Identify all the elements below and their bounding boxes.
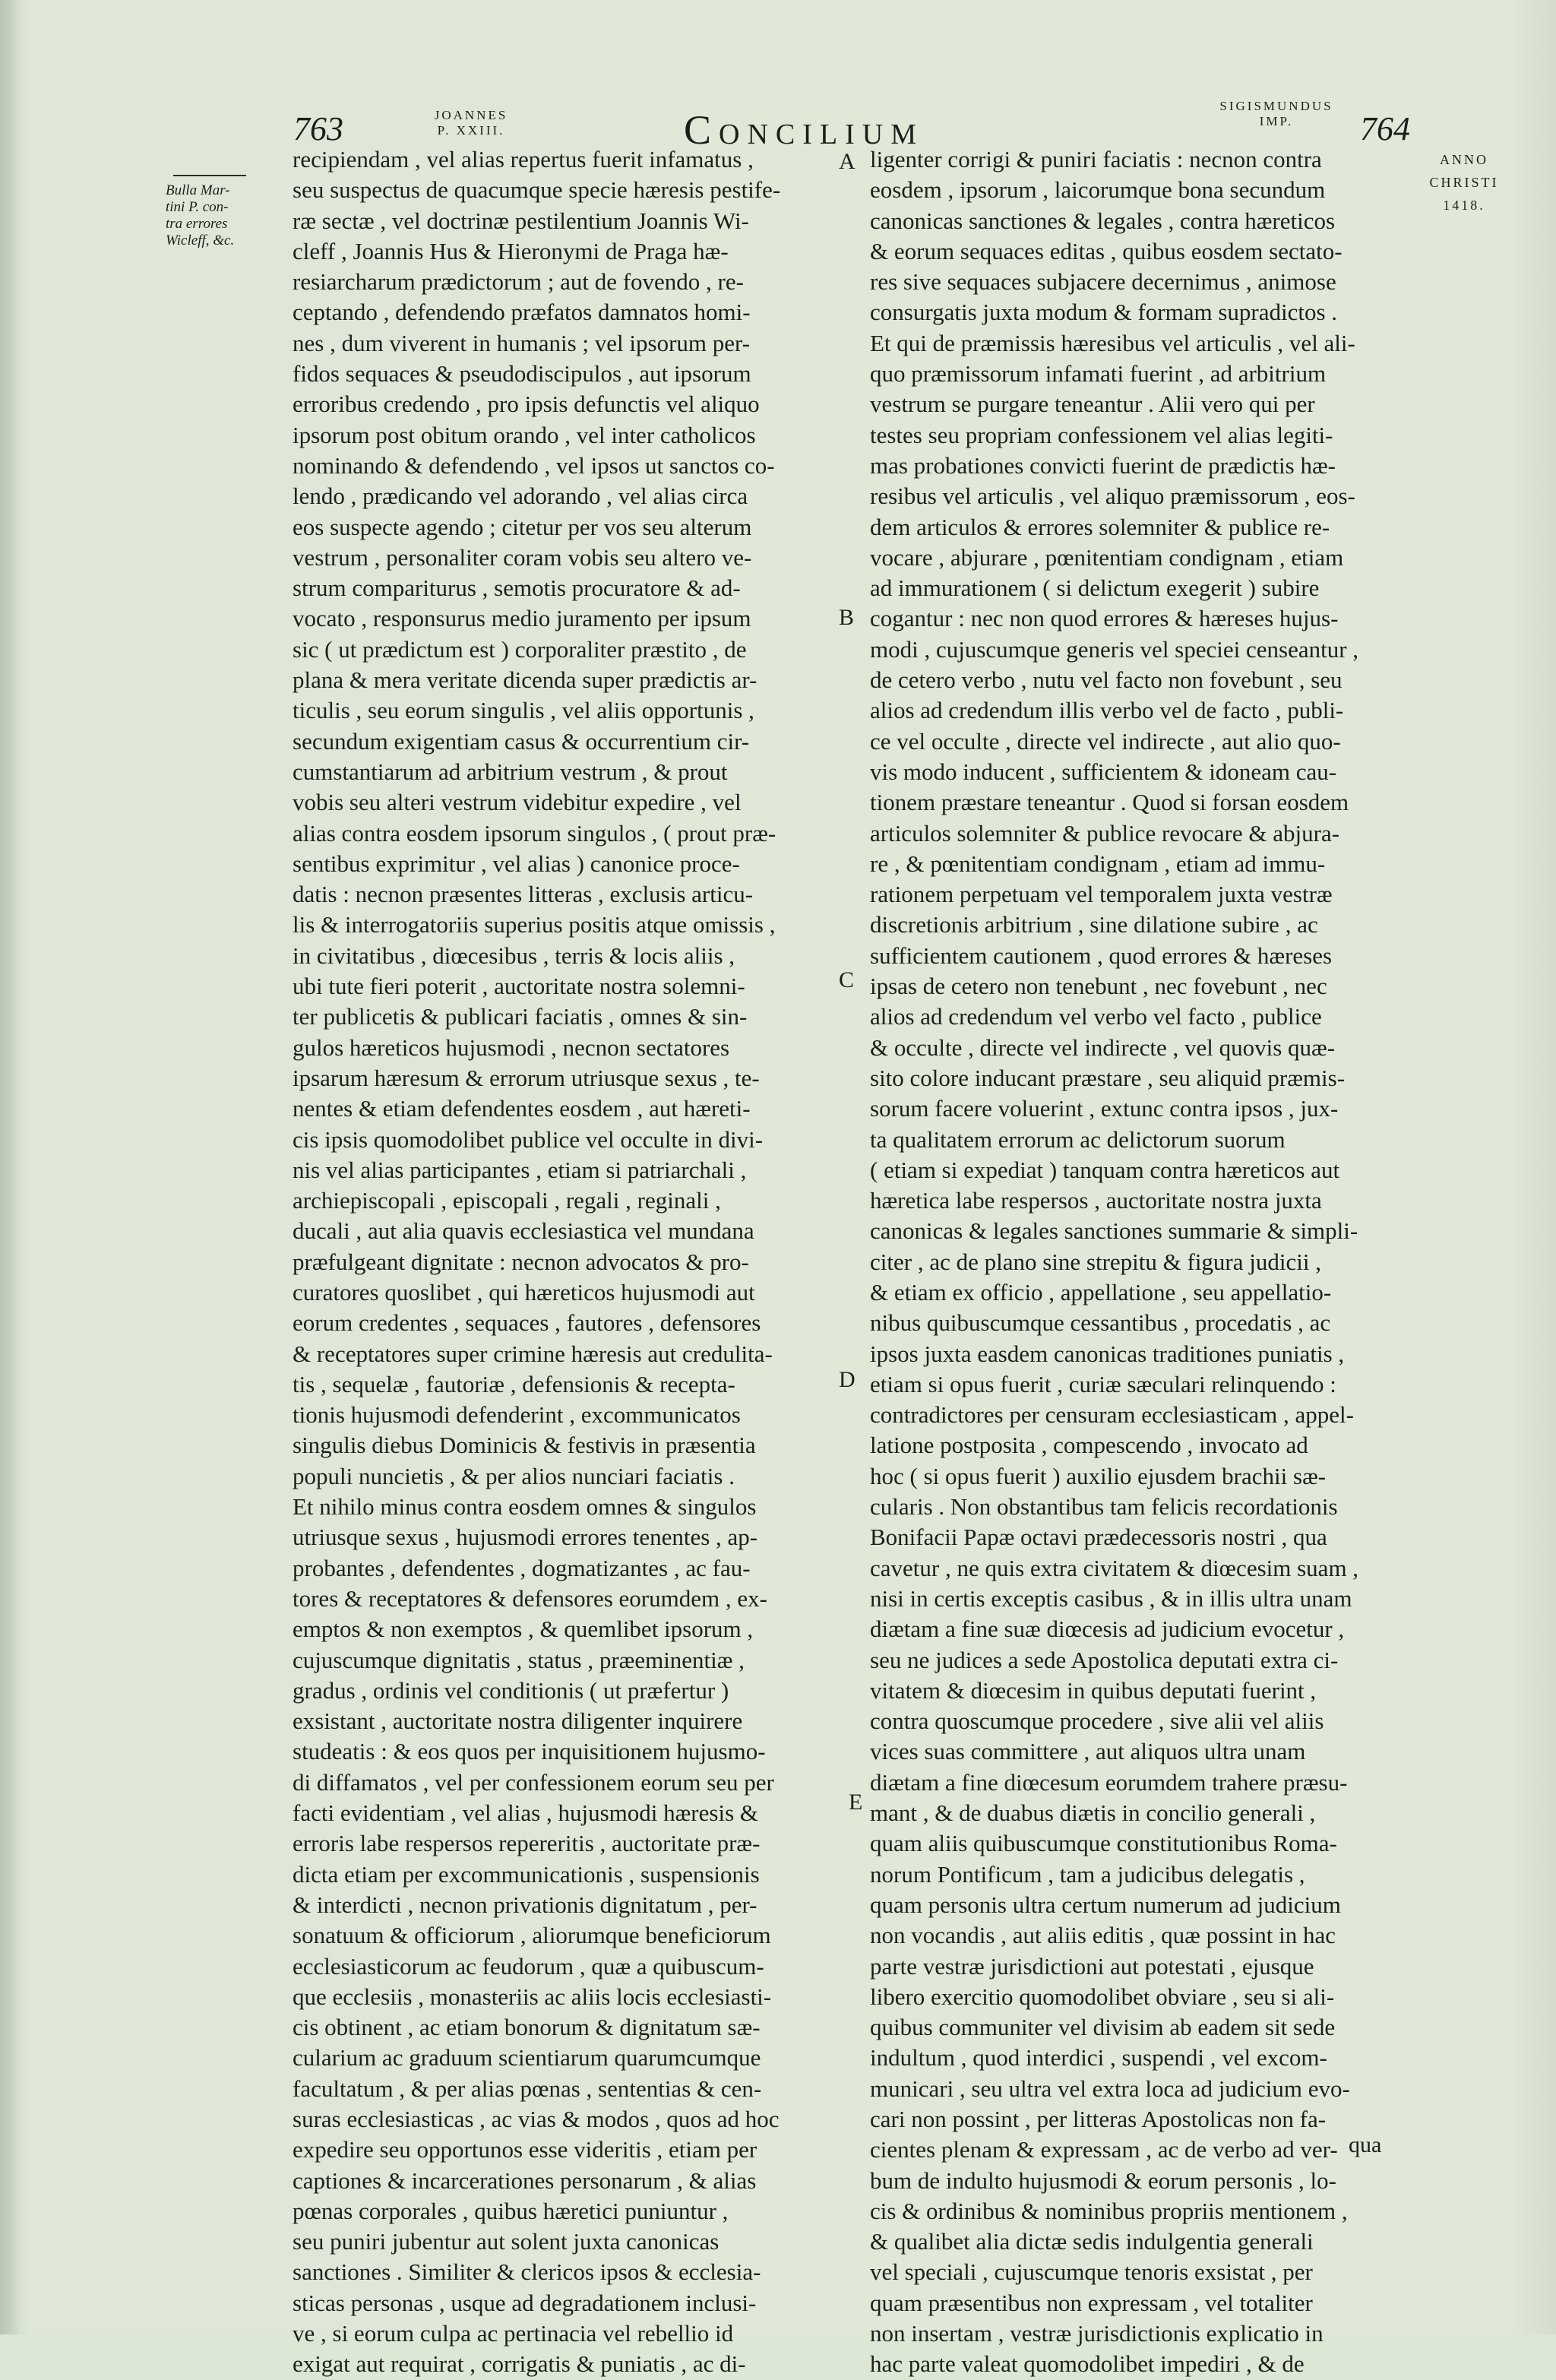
text-line: gulos hæreticos hujusmodi , necnon sectatores (293, 1033, 730, 1061)
section-letter-c: C (839, 967, 855, 992)
text-line: sonatuum & officiorum , aliorumque beneficiorum (293, 1922, 771, 1949)
text-line: cis & ordinibus & nominibus propriis mentionem , (870, 2197, 1348, 2224)
text-line: vestrum se purgare teneantur . Alii vero qui per (870, 391, 1315, 418)
text-line: & occulte , directe vel indirecte , vel quovis quæ- (870, 1033, 1336, 1061)
text-line: exigat aut requirat , corrigatis & puniatis , ac di- (293, 2350, 746, 2378)
text-line: nis vel alias participantes , etiam si patriarchali , (293, 1156, 747, 1183)
text-line: cularium ac graduum scientiarum quarumcumque (293, 2044, 761, 2071)
text-line: gradus , ordinis vel conditionis ( ut præfertur ) (293, 1676, 729, 1704)
text-line: vestrum , personaliter coram vobis seu altero ve- (293, 543, 752, 571)
margin-note-right-line: ANNO (1440, 152, 1488, 167)
text-line: sufficientem cautionem , quod errores & hæreses (870, 942, 1333, 969)
text-line: que ecclesiis , monasteriis ac aliis locis ecclesiasti- (293, 1983, 772, 2010)
text-line: pœnas corporales , quibus hæretici puniuntur , (293, 2197, 729, 2224)
text-line: lendo , prædicando vel adorando , vel alias circa (293, 483, 748, 510)
text-line: diætam a fine suæ diœcesis ad judicium evocetur , (870, 1616, 1345, 1643)
text-line: vices suas committere , aut aliquos ultra unam (870, 1738, 1306, 1765)
text-line: nentes & etiam defendentes eosdem , aut hæreti- (293, 1095, 751, 1122)
text-line: alios ad credendum vel verbo vel facto , publice (870, 1003, 1322, 1030)
text-line: erroribus credendo , pro ipsis defunctis vel aliquo (293, 391, 760, 418)
text-line: res sive sequaces subjacere decernimus , animose (870, 268, 1336, 296)
text-line: contra quoscumque procedere , sive alii vel aliis (870, 1707, 1324, 1735)
text-line: cari non possint , per litteras Apostolicas non fa- (870, 2106, 1327, 2132)
text-line: discretionis arbitrium , sine dilatione subire , ac (870, 911, 1318, 938)
text-line: citer , ac de plano sine strepitu & figura judicii , (870, 1248, 1321, 1275)
text-line: cientes plenam & expressam , ac de verbo ad ver- (870, 2136, 1338, 2163)
text-line: & receptatores super crimine hæresis aut credulita- (293, 1340, 773, 1367)
text-line: & etiam ex officio , appellatione , seu appellatio- (870, 1278, 1332, 1306)
text-line: nisi in certis exceptis casibus , & in illis ultra unam (870, 1584, 1352, 1612)
text-line: norum Pontificum , tam a judicibus delegatis , (870, 1860, 1305, 1888)
text-line: re , & pœnitentiam condignam , etiam ad immu- (870, 850, 1326, 877)
text-line: dicta etiam per excommunicationis , suspensionis (293, 1860, 760, 1888)
text-line: de cetero verbo , nutu vel facto non fovebunt , seu (870, 666, 1343, 694)
text-line: seu suspectus de quacumque specie hæresis pestife- (293, 176, 781, 204)
right-text-column (870, 144, 1413, 2380)
text-line: strum compariturus , semotis procuratore & ad- (293, 574, 741, 602)
text-line: utriusque sexus , hujusmodi errores tenentes , ap- (293, 1524, 758, 1551)
text-line: latione postposita , compescendo , invocato ad (870, 1432, 1308, 1459)
text-line: dem articulos & errores solemniter & publice re- (870, 513, 1330, 540)
text-line: hac parte valeat quomodolibet impediri , & de (870, 2350, 1305, 2378)
text-line: quam personis ultra certum numerum ad judicium (870, 1891, 1341, 1918)
text-line: testes seu propriam confessionem vel alias legiti- (870, 421, 1333, 448)
text-line: eorum credentes , sequaces , fautores , defensores (293, 1309, 761, 1337)
text-line: vobis seu alteri vestrum videbitur expedire , vel (293, 789, 742, 816)
text-line: archiepiscopali , episcopali , regali , reginali , (293, 1187, 721, 1214)
text-line: bum de indulto hujusmodi & eorum personis , lo- (870, 2166, 1336, 2194)
margin-rule (173, 175, 246, 176)
text-line: sito colore inducant præstare , seu aliquid præmis- (870, 1064, 1346, 1091)
running-head-right (1189, 99, 1364, 129)
text-line: cleff , Joannis Hus & Hieronymi de Praga hæ- (293, 237, 729, 264)
margin-note-left-line: tini P. con- (166, 199, 229, 215)
text-line: canonicas sanctiones & legales , contra hæreticos (870, 207, 1336, 234)
text-line: cis ipsis quomodolibet publice vel occulte in divi- (293, 1125, 764, 1153)
text-line: quam præsentibus non expressam , vel totaliter (870, 2289, 1313, 2316)
text-line: resibus vel articulis , vel aliquo præmissorum , eos- (870, 483, 1355, 510)
text-line: vocato , responsurus medio juramento per ipsum (293, 605, 751, 632)
text-line: ter publicetis & publicari faciatis , omnes & sin- (293, 1003, 748, 1030)
text-line: facultatum , & per alias pœnas , sententias & cen- (293, 2075, 762, 2102)
text-line: datis : necnon præsentes litteras , exclusis articu- (293, 881, 754, 908)
text-line: sorum facere voluerint , extunc contra ipsos , jux- (870, 1095, 1339, 1122)
text-line: tores & receptatores & defensores eorumdem , ex- (293, 1584, 767, 1612)
text-line: etiam si opus fuerit , curiæ sæculari relinquendo : (870, 1370, 1336, 1397)
text-line: mas probationes convicti fuerint de prædictis hæ- (870, 451, 1336, 479)
text-line: parte vestræ jurisdictioni aut potestati , ejusque (870, 1952, 1314, 1980)
text-line: captiones & incarcerationes personarum , & alias (293, 2166, 757, 2194)
text-line: Et qui de præmissis hæresibus vel articulis , vel ali- (870, 329, 1355, 356)
text-line: contradictores per censuram ecclesiasticam , appel- (870, 1401, 1354, 1429)
text-line: quibus communiter vel divisim ab eadem sit sede (870, 2014, 1336, 2041)
text-line: non insertam , vestræ jurisdictionis explicatio in (870, 2320, 1324, 2347)
text-line: sticas personas , usque ad degradationem inclusi- (293, 2289, 757, 2316)
text-line: plana & mera veritate dicenda super prædictis ar- (293, 666, 757, 694)
text-line: ve , si eorum culpa ac pertinacia vel rebellio id (293, 2320, 734, 2347)
text-line: recipiendam , vel alias repertus fuerit infamatus , (293, 146, 754, 172)
text-line: fidos sequaces & pseudodiscipulos , aut ipsorum (293, 360, 751, 388)
catchword: qua (1349, 2132, 1382, 2157)
text-line: articulos solemniter & publice revocare & abjura- (870, 819, 1340, 847)
text-line: non vocandis , aut aliis editis , quæ possint in hac (870, 1922, 1336, 1949)
text-line: mant , & de duabus diætis in concilio generali , (870, 1799, 1316, 1827)
text-line: rationem perpetuam vel temporalem juxta vestræ (870, 881, 1333, 908)
text-line: libero exercitio quomodolibet obviare , seu si ali- (870, 1983, 1335, 2010)
text-line: quam aliis quibuscumque constitutionibus Roma- (870, 1830, 1337, 1857)
text-line: studeatis : & eos quos per inquisitionem hujusmo- (293, 1738, 766, 1765)
text-line: tis , sequelæ , fautoriæ , defensionis & recepta- (293, 1370, 735, 1397)
text-line: eos suspecte agendo ; citetur per vos seu alterum (293, 513, 752, 540)
text-line: nes , dum viverent in humanis ; vel ipsorum per- (293, 329, 751, 356)
running-head-right-line2: IMP. (1259, 114, 1294, 128)
margin-note-left (166, 182, 264, 249)
text-line: hoc ( si opus fuerit ) auxilio ejusdem brachii sæ- (870, 1462, 1327, 1489)
text-line: vis modo inducent , sufficientem & idoneam cau- (870, 758, 1337, 785)
text-line: singulis diebus Dominicis & festivis in præsentia (293, 1432, 756, 1459)
text-line: expedire seu opportunos esse videritis , etiam per (293, 2136, 757, 2163)
text-line: seu puniri jubentur aut solent juxta canonicas (293, 2228, 719, 2255)
text-line: præfulgeant dignitate : necnon advocatos & pro- (293, 1248, 749, 1275)
text-line: populi nuncietis , & per alios nunciari faciatis . (293, 1462, 735, 1489)
page-number-right: 764 (1360, 110, 1410, 147)
gutter-shadow (0, 0, 21, 2334)
text-line: municari , seu ultra vel extra loca ad judicium evo- (870, 2075, 1350, 2102)
text-line: indultum , quod interdici , suspendi , vel excom- (870, 2044, 1327, 2071)
section-letter-d: D (839, 1367, 855, 1392)
page-title: Concilium (684, 107, 924, 153)
margin-note-right (1422, 148, 1506, 217)
text-line: suras ecclesiasticas , ac vias & modos , quos ad hoc (293, 2106, 780, 2132)
text-line: alios ad credendum illis verbo vel de facto , publi- (870, 697, 1344, 724)
text-line: ta qualitatem errorum ac delictorum suorum (870, 1125, 1286, 1153)
text-line: vel speciali , cujuscumque tenoris exsistat , per (870, 2258, 1313, 2286)
running-head-left-line1: JOANNES (434, 108, 508, 122)
text-line: ipsas de cetero non tenebunt , nec fovebunt , nec (870, 973, 1327, 1000)
text-line: & eorum sequaces editas , quibus eosdem sectato- (870, 237, 1343, 264)
text-line: resiarcharum prædictorum ; aut de fovendo , re- (293, 268, 744, 296)
text-line: di diffamatos , vel per confessionem eorum seu per (293, 1768, 774, 1796)
text-line: ( etiam si expediat ) tanquam contra hæreticos aut (870, 1156, 1340, 1183)
text-line: quo præmissorum infamati fuerint , ad arbitrium (870, 360, 1327, 388)
text-line: cumstantiarum ad arbitrium vestrum , & prout (293, 758, 728, 785)
text-line: cujuscumque dignitatis , status , præeminentiæ , (293, 1646, 745, 1673)
running-head-right-line1: SIGISMUNDUS (1219, 99, 1333, 113)
text-line: cularis . Non obstantibus tam felicis recordationis (870, 1493, 1338, 1521)
text-line: seu ne judices a sede Apostolica deputati extra ci- (870, 1646, 1339, 1673)
text-line: sic ( ut prædictum est ) corporaliter præstito , de (293, 635, 747, 663)
text-line: cis obtinent , ac etiam bonorum & dignitatum sæ- (293, 2014, 761, 2041)
text-line: consurgatis juxta modum & formam supradictos . (870, 299, 1338, 326)
text-line: ipsos juxta easdem canonicas traditiones puniatis , (870, 1340, 1345, 1367)
text-line: & qualibet alia dictæ sedis indulgentia generali (870, 2228, 1314, 2255)
text-line: vitatem & diœcesim in quibus deputati fuerint , (870, 1676, 1317, 1704)
text-line: ubi tute fieri poterit , auctoritate nostra solemni- (293, 973, 745, 1000)
text-line: ecclesiasticorum ac feudorum , quæ a quibuscum- (293, 1952, 764, 1980)
text-line: Et nihilo minus contra eosdem omnes & singulos (293, 1493, 757, 1521)
text-line: diætam a fine diœcesum eorumdem trahere præsu- (870, 1768, 1348, 1796)
text-line: curatores quoslibet , qui hæreticos hujusmodi aut (293, 1278, 755, 1306)
text-line: facti evidentiam , vel alias , hujusmodi hæresis & (293, 1799, 758, 1827)
text-line: eosdem , ipsorum , laicorumque bona secundum (870, 176, 1326, 204)
text-line: ipsorum post obitum orando , vel inter catholicos (293, 421, 756, 448)
running-head-left-line2: P. XXIII. (437, 123, 505, 138)
text-line: exsistant , auctoritate nostra diligenter inquirere (293, 1707, 743, 1735)
text-line: erroris labe respersos repereritis , auctoritate præ- (293, 1830, 761, 1857)
text-line: modi , cujuscumque generis vel speciei censeantur , (870, 635, 1359, 663)
section-letter-a: A (839, 149, 855, 174)
text-line: in civitatibus , diœcesibus , terris & locis aliis , (293, 942, 735, 969)
running-head-left (384, 108, 558, 138)
text-line: cavetur , ne quis extra civitatem & diœcesim suam , (870, 1554, 1359, 1581)
text-line: lis & interrogatoriis superius positis atque omissis , (293, 911, 776, 938)
text-line: ceptando , defendendo præfatos damnatos homi- (293, 299, 751, 326)
text-line: sanctiones . Similiter & clericos ipsos & ecclesia- (293, 2258, 761, 2286)
text-line: sentibus exprimitur , vel alias ) canonice proce- (293, 850, 740, 877)
text-line: secundum exigentiam casus & occurrentium cir- (293, 727, 750, 755)
left-text-column (293, 144, 830, 2380)
margin-note-left-line: tra errores (166, 216, 228, 232)
text-line: alias contra eosdem ipsorum singulos , ( prout præ- (293, 819, 776, 847)
text-line: canonicas & legales sanctiones summarie & simpli- (870, 1217, 1358, 1245)
text-line: tionem præstare teneantur . Quod si forsan eosdem (870, 789, 1349, 816)
text-line: nominando & defendendo , vel ipsos ut sanctos co- (293, 451, 775, 479)
text-line: emptos & non exemptos , & quemlibet ipsorum , (293, 1616, 754, 1643)
text-line: & interdicti , necnon privationis dignitatum , per- (293, 1891, 757, 1918)
text-line: nibus quibuscumque cessantibus , procedatis , ac (870, 1309, 1331, 1337)
text-line: cogantur : nec non quod errores & hæreses hujus- (870, 605, 1339, 632)
margin-note-left-line: Bulla Mar- (166, 182, 230, 198)
section-letter-b: B (839, 605, 855, 630)
margin-note-right-line: 1418. (1443, 198, 1485, 213)
margin-note-right-line: CHRISTI (1429, 175, 1499, 190)
text-line: tionis hujusmodi defenderint , excommunicatos (293, 1401, 741, 1429)
text-line: Bonifacii Papæ octavi prædecessoris nostri , qua (870, 1524, 1327, 1551)
text-line: ræ sectæ , vel doctrinæ pestilentium Joannis Wi- (293, 207, 749, 234)
section-letter-e: E (849, 1790, 863, 1815)
text-line: ducali , aut alia quavis ecclesiastica vel mundana (293, 1217, 754, 1245)
margin-note-left-line: Wicleff, &c. (166, 233, 235, 248)
text-line: hæretica labe respersos , auctoritate nostra juxta (870, 1187, 1322, 1214)
text-line: probantes , defendentes , dogmatizantes , ac fau- (293, 1554, 751, 1581)
text-line: ce vel occulte , directe vel indirecte , aut alio quo- (870, 727, 1341, 755)
text-line: ipsarum hæresum & errorum utriusque sexus , te- (293, 1064, 760, 1091)
page-number-left: 763 (293, 110, 343, 147)
text-line: ticulis , seu eorum singulis , vel aliis opportunis , (293, 697, 754, 724)
text-line: vocare , abjurare , pœnitentiam condignam , etiam (870, 543, 1344, 571)
text-line: ligenter corrigi & puniri faciatis : necnon contra (870, 146, 1322, 172)
text-line: ad immurationem ( si delictum exegerit ) subire (870, 574, 1320, 602)
